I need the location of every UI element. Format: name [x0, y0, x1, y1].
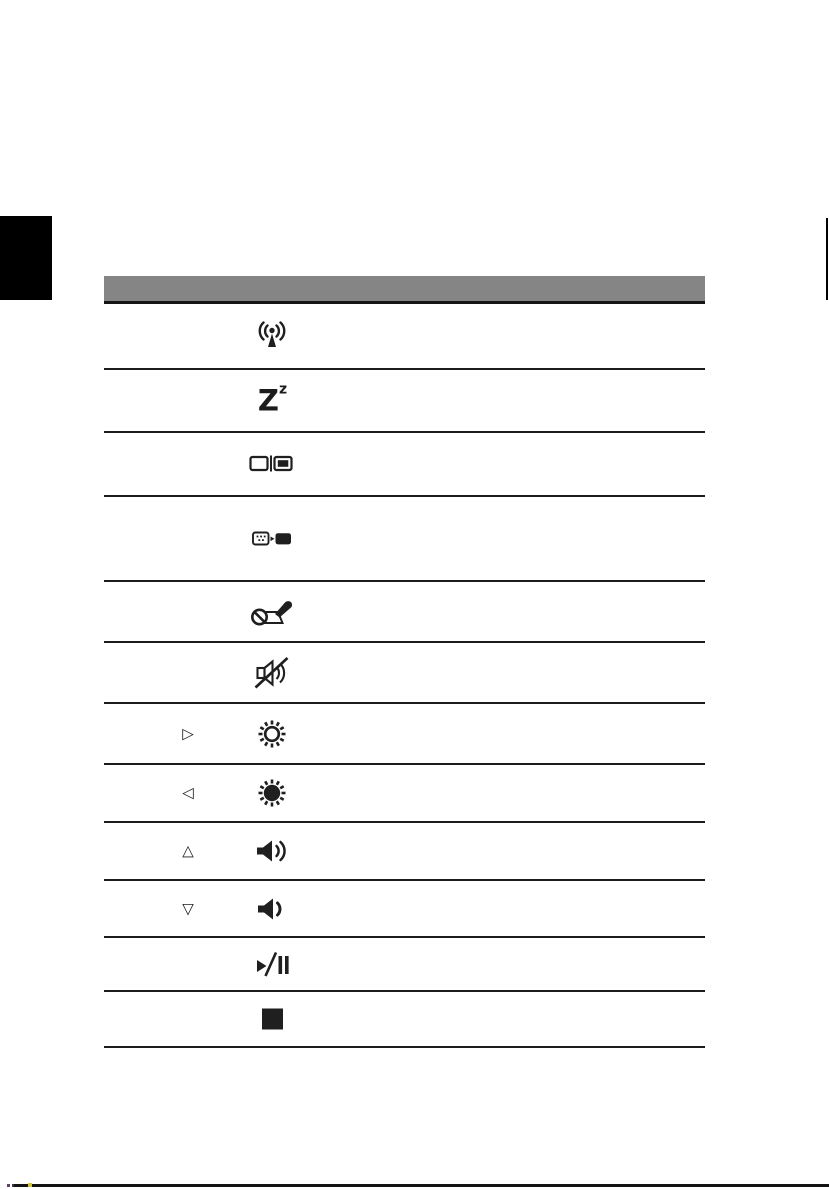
hotkey-cursor-left-glyph: ◁: [182, 783, 194, 802]
table-row-stop: [104, 992, 705, 1048]
print-registration-speck: [12, 1184, 14, 1187]
print-registration-speck: [7, 1184, 10, 1187]
table-header-label: [104, 276, 705, 301]
page-edge-tab: [0, 216, 52, 300]
table-row-sleep: [104, 370, 705, 433]
touchpad-toggle-icon: [240, 597, 304, 627]
wireless-icon: [240, 321, 304, 351]
stop-icon: [240, 1009, 304, 1030]
brightness-up-icon: [240, 717, 304, 751]
table-row-display-toggle: [104, 433, 705, 497]
table-row-display-off: [104, 497, 705, 582]
brightness-down-icon: [240, 776, 304, 810]
table-row-wireless: [104, 304, 705, 370]
sleep-z-big: Z: [257, 382, 278, 417]
display-toggle-icon: [240, 454, 304, 474]
hotkey-cursor-right-glyph: ▷: [182, 724, 194, 742]
facing-page-edge-mark: [826, 218, 828, 300]
hotkey-table: [104, 276, 705, 1048]
sleep-z-small: z: [278, 380, 288, 397]
table-row-brightness-up: [104, 704, 705, 765]
sleep-icon: [240, 380, 304, 417]
table-header-bar: [104, 276, 705, 304]
page-bottom-rule: [14, 1184, 829, 1187]
table-row-volume-down: [104, 881, 705, 938]
volume-up-icon: [240, 836, 304, 866]
print-registration-speck: [28, 1183, 32, 1187]
hotkey-cursor-up-glyph: △: [182, 841, 194, 860]
play-pause-icon: [240, 950, 304, 978]
speaker-toggle-icon: [240, 655, 304, 691]
table-row-touchpad-toggle: [104, 582, 705, 643]
table-row-play-pause: [104, 938, 705, 992]
table-row-volume-up: [104, 823, 705, 881]
display-off-icon: [240, 530, 304, 548]
table-row-brightness-down: [104, 765, 705, 823]
hotkey-cursor-down-glyph: ▽: [182, 899, 194, 917]
table-row-speaker-toggle: [104, 643, 705, 704]
volume-down-icon: [240, 894, 304, 924]
